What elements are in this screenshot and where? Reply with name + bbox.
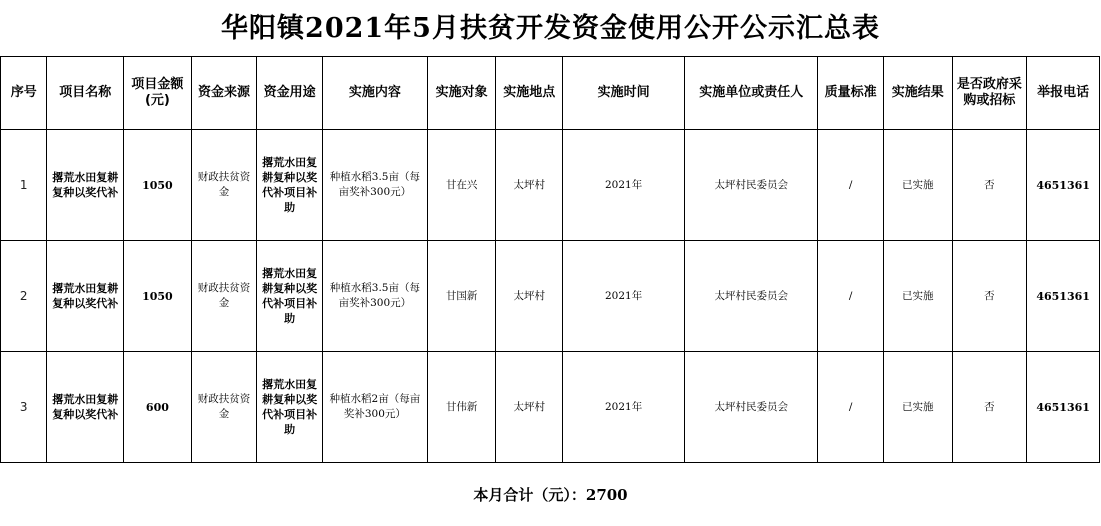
header-procurement: 是否政府采购或招标 (952, 57, 1027, 130)
header-fund-use: 资金用途 (257, 57, 323, 130)
header-content: 实施内容 (322, 57, 427, 130)
cell-index: 3 (1, 352, 47, 463)
table-row (1, 352, 1100, 463)
table-header-row (1, 57, 1100, 130)
header-phone: 举报电话 (1027, 57, 1100, 130)
cell-quality: / (818, 241, 884, 352)
cell-project-name: 撂荒水田复耕复种以奖代补 (47, 352, 124, 463)
cell-time: 2021年 (563, 241, 685, 352)
cell-result: 已实施 (883, 352, 952, 463)
cell-quality: / (818, 352, 884, 463)
header-target: 实施对象 (427, 57, 496, 130)
cell-amount: 1050 (124, 241, 192, 352)
cell-project-name: 撂荒水田复耕复种以奖代补 (47, 241, 124, 352)
page-title: 华阳镇2021年5月扶贫开发资金使用公开公示汇总表 (221, 13, 880, 44)
header-project-name: 项目名称 (47, 57, 124, 130)
cell-target: 甘国新 (427, 241, 496, 352)
cell-time: 2021年 (563, 130, 685, 241)
cell-fund-source: 财政扶贫资金 (191, 130, 257, 241)
cell-location: 太坪村 (496, 352, 563, 463)
cell-unit: 太坪村民委员会 (685, 130, 818, 241)
cell-index: 1 (1, 130, 47, 241)
cell-result: 已实施 (883, 130, 952, 241)
table-row (1, 241, 1100, 352)
cell-quality: / (818, 130, 884, 241)
cell-fund-use: 撂荒水田复耕复种以奖代补项目补助 (257, 130, 323, 241)
cell-fund-source: 财政扶贫资金 (191, 352, 257, 463)
header-quality: 质量标准 (818, 57, 884, 130)
monthly-total: 本月合计（元）：2700 (473, 486, 628, 504)
cell-result: 已实施 (883, 241, 952, 352)
cell-time: 2021年 (563, 352, 685, 463)
cell-unit: 太坪村民委员会 (685, 241, 818, 352)
cell-amount: 600 (124, 352, 192, 463)
header-unit: 实施单位或责任人 (685, 57, 818, 130)
cell-location: 太坪村 (496, 241, 563, 352)
cell-content: 种植水稻3.5亩（每亩奖补300元） (322, 241, 427, 352)
cell-phone: 4651361 (1027, 352, 1100, 463)
cell-location: 太坪村 (496, 130, 563, 241)
header-amount: 项目金额(元) (124, 57, 192, 130)
header-time: 实施时间 (563, 57, 685, 130)
cell-procurement: 否 (952, 352, 1027, 463)
cell-fund-source: 财政扶贫资金 (191, 241, 257, 352)
cell-target: 甘伟新 (427, 352, 496, 463)
cell-index: 2 (1, 241, 47, 352)
cell-unit: 太坪村民委员会 (685, 352, 818, 463)
header-index: 序号 (1, 57, 47, 130)
cell-phone: 4651361 (1027, 241, 1100, 352)
cell-content: 种植水稻2亩（每亩奖补300元） (322, 352, 427, 463)
header-fund-source: 资金来源 (191, 57, 257, 130)
cell-procurement: 否 (952, 130, 1027, 241)
cell-content: 种植水稻3.5亩（每亩奖补300元） (322, 130, 427, 241)
cell-procurement: 否 (952, 241, 1027, 352)
table-row (1, 130, 1100, 241)
header-result: 实施结果 (883, 57, 952, 130)
cell-fund-use: 撂荒水田复耕复种以奖代补项目补助 (257, 352, 323, 463)
cell-phone: 4651361 (1027, 130, 1100, 241)
header-location: 实施地点 (496, 57, 563, 130)
cell-amount: 1050 (124, 130, 192, 241)
cell-project-name: 撂荒水田复耕复种以奖代补 (47, 130, 124, 241)
fund-table (0, 56, 1100, 463)
cell-fund-use: 撂荒水田复耕复种以奖代补项目补助 (257, 241, 323, 352)
cell-target: 甘在兴 (427, 130, 496, 241)
